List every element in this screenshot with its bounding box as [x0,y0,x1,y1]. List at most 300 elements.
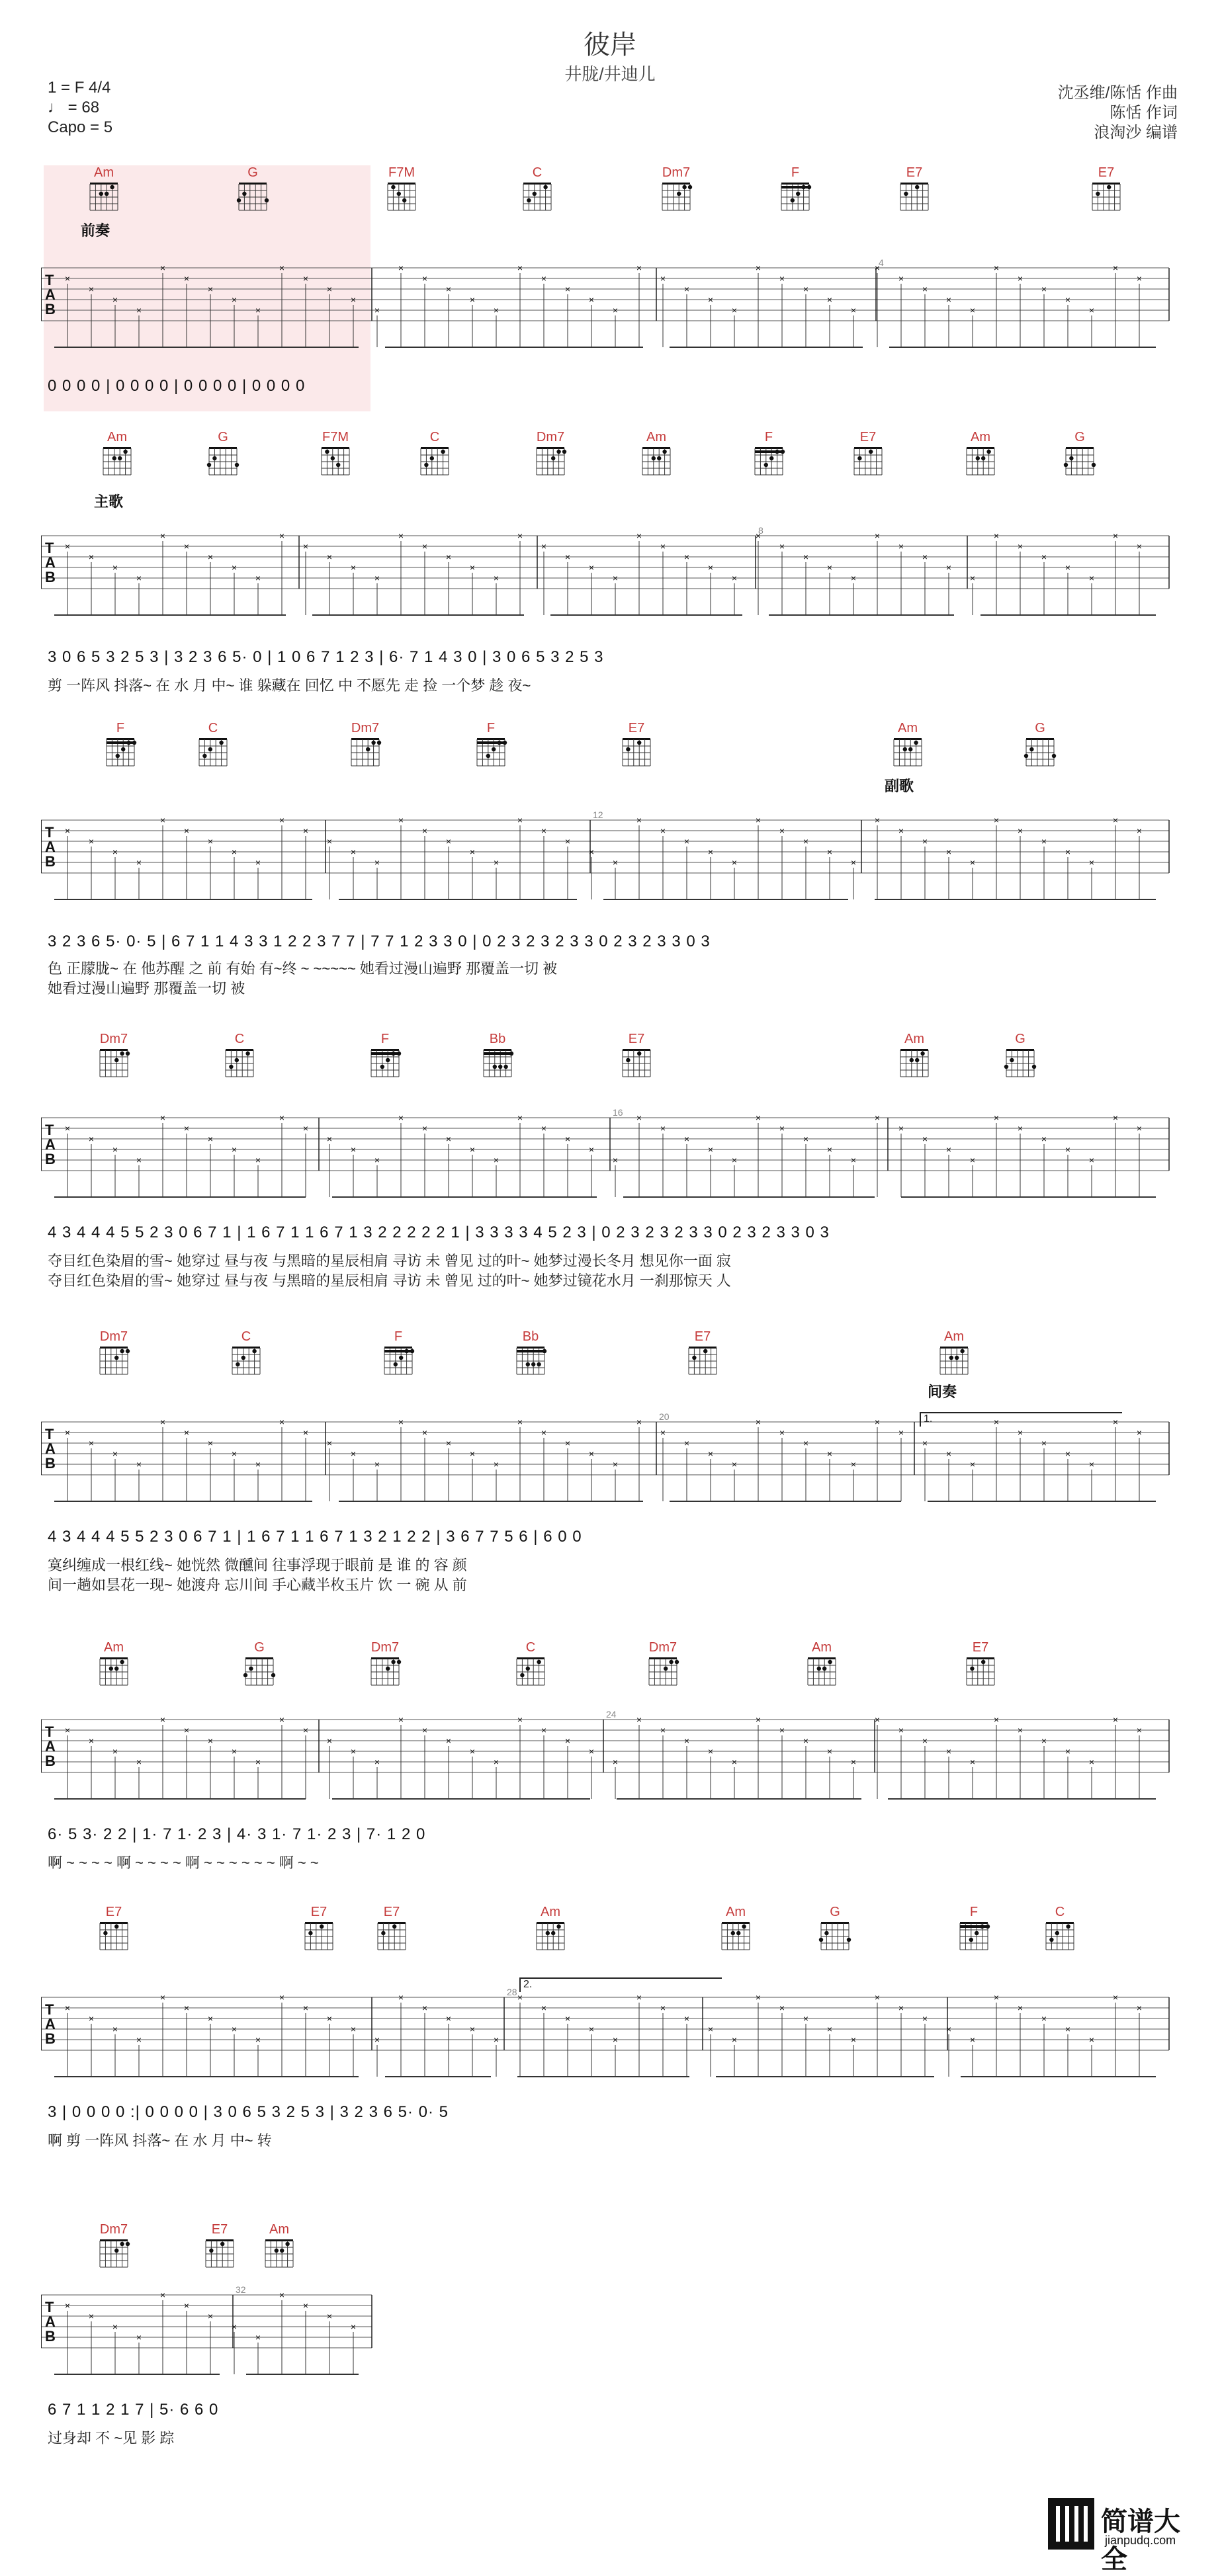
chord-name: E7 [628,1032,645,1046]
svg-text:×: × [1065,294,1071,305]
chord-diagram [511,430,590,476]
svg-text:×: × [945,1746,952,1757]
chord-name: Am [104,1640,124,1655]
svg-text:×: × [255,2034,261,2045]
svg-text:×: × [1112,530,1119,541]
svg-text:×: × [612,1155,619,1165]
svg-text:×: × [88,284,95,294]
svg-text:×: × [64,273,71,284]
chord-name: E7 [972,1640,989,1655]
svg-text:×: × [993,815,1000,825]
chord-diagram [491,1640,570,1686]
svg-text:×: × [136,305,142,315]
tab-letter: A [45,1738,56,1755]
svg-text:×: × [564,2013,571,2024]
chord-diagram [868,721,947,767]
svg-text:×: × [660,1427,666,1438]
svg-text:×: × [945,847,952,857]
svg-text:×: × [850,857,857,868]
svg-text:×: × [445,552,452,562]
svg-text:×: × [969,1459,976,1470]
svg-text:×: × [1065,562,1071,573]
chord-diagram [240,2222,319,2268]
svg-text:×: × [231,1746,238,1757]
svg-text:×: × [493,2034,500,2045]
svg-text:×: × [541,2003,547,2013]
svg-text:×: × [302,1427,309,1438]
chord-name: Dm7 [536,430,565,444]
chord-diagram [597,721,676,767]
svg-text:×: × [636,815,642,825]
svg-text:×: × [612,305,619,315]
svg-text:×: × [588,1746,595,1757]
svg-text:×: × [1088,573,1095,583]
tempo: ♩ = 68 [48,99,100,116]
svg-text:×: × [302,2300,309,2311]
chord-name: G [1035,721,1045,735]
jianpu-line: 3 | 0 0 0 0 :| 0 0 0 0 | 3 0 6 5 3 2 5 3 | 3 2 3 6 5· 0· 5 [48,2103,449,2121]
tab-clef [45,825,56,869]
chord-name: C [1055,1905,1065,1919]
chord-name: Dm7 [99,1032,128,1046]
svg-text:×: × [517,1417,523,1427]
svg-text:×: × [1017,541,1024,552]
svg-text:×: × [302,825,309,836]
svg-text:×: × [755,1714,762,1725]
svg-text:×: × [779,2003,785,2013]
svg-text:×: × [922,836,928,847]
svg-text:×: × [779,1427,785,1438]
score-system [41,721,1178,999]
section-label: 间奏 [928,1384,957,1400]
tab-staff [41,1991,1178,2083]
svg-text:×: × [1136,273,1143,284]
svg-text:×: × [1065,1448,1071,1459]
svg-text:×: × [231,294,238,305]
svg-text:×: × [564,836,571,847]
svg-text:×: × [183,2003,190,2013]
svg-text:×: × [517,1112,523,1123]
svg-text:×: × [564,1735,571,1746]
chord-diagram [279,1905,359,1951]
chord-diagram [458,1032,537,1078]
svg-text:×: × [1136,2003,1143,2013]
tab-letter: B [45,301,56,317]
svg-text:×: × [683,552,690,562]
svg-text:×: × [136,1155,142,1165]
svg-text:×: × [945,1448,952,1459]
chord-name: Am [898,721,918,735]
svg-text:×: × [993,1112,1000,1123]
score-system [41,2222,1178,2500]
chord-name: Am [812,1640,832,1655]
svg-text:×: × [874,815,881,825]
tab-staff [41,2288,1178,2381]
svg-text:×: × [159,815,166,825]
chord-diagram [696,1905,775,1951]
svg-text:×: × [803,1134,809,1144]
svg-text:×: × [707,294,714,305]
section-label: 前奏 [81,222,110,239]
chord-diagram [875,165,954,212]
svg-text:×: × [136,2332,142,2343]
tab-staff [41,1713,1178,1806]
svg-text:×: × [612,2034,619,2045]
svg-text:×: × [588,294,595,305]
score-system [41,165,1178,443]
svg-text:×: × [945,562,952,573]
lyrics-line-1: 过身却 不 ~见 影 踪 [48,2430,175,2446]
svg-text:×: × [279,1992,285,2003]
svg-text:×: × [779,1123,785,1134]
logo-text: 简谱大全 [1101,2507,1180,2574]
svg-text:×: × [302,2003,309,2013]
svg-text:×: × [945,1144,952,1155]
svg-text:×: × [636,263,642,273]
chord-name: E7 [1098,165,1115,180]
tab-clef [45,541,56,585]
svg-text:×: × [350,847,357,857]
chord-diagram [756,165,835,212]
chord-name: F [116,721,125,735]
svg-text:×: × [660,273,666,284]
svg-text:×: × [398,1992,404,2003]
lyrics-line-1: 夺目红色染眉的雪~ 她穿过 昼与夜 与黑暗的星辰相肩 寻访 未 曾见 过的叶~ 她梦过漫长冬月 想见你一面 寂 [48,1253,731,1269]
svg-text:×: × [755,815,762,825]
svg-text:×: × [88,836,95,847]
svg-text:×: × [88,2013,95,2024]
svg-text:×: × [993,1417,1000,1427]
svg-text:×: × [207,1438,214,1448]
chord-name: Am [904,1032,924,1046]
tab-clef [45,2003,56,2046]
svg-text:×: × [255,857,261,868]
tab-letter: B [45,1753,56,1769]
svg-text:×: × [898,273,904,284]
credits [1058,83,1178,143]
chord-name: E7 [310,1905,327,1919]
svg-text:×: × [541,825,547,836]
svg-text:×: × [898,2003,904,2013]
svg-text:×: × [731,1459,738,1470]
chord-diagram [206,1329,286,1376]
chord-name: Am [944,1329,964,1344]
svg-text:×: × [993,530,1000,541]
tab-letter: T [45,1122,54,1138]
svg-text:×: × [279,1417,285,1427]
chord-diagram [74,2222,153,2268]
svg-text:×: × [64,1725,71,1735]
svg-text:×: × [469,294,476,305]
chord-diagram [352,1905,431,1951]
svg-text:×: × [1112,815,1119,825]
svg-text:×: × [1065,1144,1071,1155]
chord-name: G [218,430,228,444]
chord-diagram [64,165,144,212]
svg-text:×: × [898,541,904,552]
chord-name: G [1015,1032,1025,1046]
svg-text:×: × [159,530,166,541]
svg-text:×: × [707,1144,714,1155]
chord-diagram [74,1032,153,1078]
chord-name: C [525,1640,536,1655]
tab-letter: A [45,554,56,571]
tab-letter: A [45,1440,56,1457]
svg-text:×: × [803,1438,809,1448]
svg-text:×: × [541,541,547,552]
chord-diagram [828,430,908,476]
svg-text:×: × [421,541,428,552]
svg-text:×: × [969,857,976,868]
svg-text:×: × [564,1134,571,1144]
chord-diagram [77,430,157,476]
chord-name: Am [971,430,990,444]
svg-text:×: × [564,284,571,294]
svg-text:×: × [136,2034,142,2045]
song-title: 彼岸 [584,30,636,60]
svg-text:×: × [445,1134,452,1144]
svg-text:×: × [469,2024,476,2034]
tab-letter: B [45,1151,56,1167]
measure-number: 28 [507,1987,517,1997]
svg-text:×: × [350,294,357,305]
jianpu-line: 3 0 6 5 3 2 5 3 | 3 2 3 6 5· 0 | 1 0 6 7 1 2 3 | 6· 7 1 4 3 0 | 3 0 6 5 3 2 5 3 [48,648,604,666]
svg-text:×: × [588,1144,595,1155]
svg-text:×: × [207,552,214,562]
svg-text:×: × [279,530,285,541]
svg-text:×: × [683,1735,690,1746]
chord-name: Dm7 [351,721,380,735]
svg-text:×: × [1136,1427,1143,1438]
svg-text:×: × [898,1725,904,1735]
score-system [41,1640,1178,1918]
svg-text:×: × [850,1459,857,1470]
svg-text:×: × [398,1112,404,1123]
svg-text:×: × [1112,1714,1119,1725]
chord-name: Dm7 [99,1329,128,1344]
svg-text:×: × [517,1992,523,2003]
svg-text:×: × [398,1714,404,1725]
svg-text:×: × [660,825,666,836]
tab-clef [45,1725,56,1768]
chord-diagram [173,721,253,767]
svg-text:×: × [302,541,309,552]
chord-name: Bb [489,1032,506,1046]
tab-letter: A [45,2016,56,2032]
tab-clef [45,1427,56,1471]
tab-letter: T [45,540,54,556]
svg-text:×: × [279,1714,285,1725]
svg-text:×: × [1041,552,1047,562]
svg-text:×: × [112,562,118,573]
svg-text:×: × [922,1134,928,1144]
svg-text:×: × [421,1427,428,1438]
chord-diagram [623,1640,703,1686]
svg-text:×: × [707,2024,714,2034]
svg-text:×: × [922,2013,928,2024]
svg-text:×: × [826,562,833,573]
chord-diagram [914,1329,994,1376]
svg-text:×: × [64,825,71,836]
svg-text:×: × [421,1123,428,1134]
tab-letter: B [45,2030,56,2047]
chord-name: C [208,721,218,735]
svg-text:×: × [636,1714,642,1725]
svg-text:×: × [279,2290,285,2300]
svg-text:×: × [541,1725,547,1735]
measure-number: 24 [606,1709,617,1720]
chord-name: E7 [628,721,645,735]
lyrics-line-1: 寞纠缠成一根红线~ 她恍然 微醺间 往事浮现于眼前 是 谁 的 容 颜 [48,1557,467,1573]
svg-text:×: × [683,1438,690,1448]
svg-text:×: × [707,562,714,573]
tab-letter: A [45,2313,56,2330]
section-label: 主歌 [94,493,124,510]
svg-text:×: × [969,305,976,315]
chord-diagram [326,721,405,767]
jianpu-line: 0 0 0 0 | 0 0 0 0 | 0 0 0 0 | 0 0 0 0 [48,377,306,395]
volta-bracket: 1. [920,1412,1122,1427]
chord-name: Dm7 [99,2222,128,2237]
svg-text:×: × [207,836,214,847]
svg-text:×: × [517,530,523,541]
svg-text:×: × [183,273,190,284]
chord-name: Dm7 [648,1640,677,1655]
chord-diagram [597,1032,676,1078]
svg-text:×: × [707,847,714,857]
chord-diagram [491,1329,570,1376]
lyrics-line-1: 色 正朦胧~ 在 他苏醒 之 前 有始 有~终 ~ ~~~~~ 她看过漫山遍野 那覆盖一切 被 [48,960,558,977]
chord-diagram [200,1032,279,1078]
svg-text:×: × [374,1155,380,1165]
chord-name: Am [94,165,114,180]
svg-text:×: × [731,857,738,868]
chord-name: E7 [383,1905,400,1919]
svg-text:×: × [1088,857,1095,868]
svg-text:×: × [898,825,904,836]
chord-name: F [380,1032,390,1046]
svg-text:×: × [445,2013,452,2024]
tab-letter: B [45,2328,56,2345]
svg-text:×: × [1017,1123,1024,1134]
capo: Capo = 5 [48,118,113,136]
chord-name: Am [269,2222,289,2237]
measure-number: 12 [593,810,603,820]
svg-text:×: × [207,1735,214,1746]
chord-name: F [791,165,800,180]
tab-letter: T [45,824,54,841]
svg-text:×: × [374,2034,380,2045]
svg-text:×: × [731,1155,738,1165]
svg-text:×: × [207,2013,214,2024]
measure-number: 20 [659,1411,670,1422]
svg-text:×: × [88,1134,95,1144]
svg-text:×: × [183,825,190,836]
chord-name: G [254,1640,265,1655]
svg-text:×: × [421,2003,428,2013]
svg-text:×: × [207,284,214,294]
chord-name: F [486,721,496,735]
svg-text:×: × [826,847,833,857]
svg-text:×: × [326,2311,333,2321]
svg-text:×: × [207,1134,214,1144]
chord-name: E7 [105,1905,122,1919]
chord-diagram [345,1032,425,1078]
svg-text:×: × [398,530,404,541]
chord-name: Am [646,430,666,444]
chord-diagram [1040,430,1119,476]
jianpu-line: 4 3 4 4 4 5 5 2 3 0 6 7 1 | 1 6 7 1 1 6 7 1 3 2 1 2 2 | 3 6 7 7 5 6 | 6 0 0 [48,1528,582,1546]
svg-text:×: × [326,1134,333,1144]
svg-text:×: × [136,1757,142,1767]
tab-letter: B [45,569,56,585]
svg-text:×: × [374,305,380,315]
svg-text:×: × [136,1459,142,1470]
svg-text:×: × [64,2003,71,2013]
svg-text:×: × [993,1992,1000,2003]
jianpu-line: 4 3 4 4 4 5 5 2 3 0 6 7 1 | 1 6 7 1 1 6 7 1 3 2 2 2 2 2 1 | 3 3 3 3 4 5 2 3 | 0 2 3 2 3 2 3 3 0 2 3 2 3 3 0 3 [48,1224,830,1241]
svg-text:×: × [683,836,690,847]
svg-text:×: × [231,1448,238,1459]
svg-text:×: × [255,1757,261,1767]
svg-text:×: × [898,1427,904,1438]
svg-text:×: × [588,1448,595,1459]
svg-text:×: × [731,1757,738,1767]
chord-name: Am [541,1905,560,1919]
chord-diagram [875,1032,954,1078]
chord-name: C [234,1032,245,1046]
svg-text:×: × [779,825,785,836]
chord-diagram [183,430,263,476]
svg-text:×: × [683,2013,690,2024]
logo-icon [1048,2498,1094,2550]
svg-text:×: × [850,573,857,583]
svg-text:×: × [1041,836,1047,847]
tab-clef [45,1123,56,1167]
svg-text:×: × [874,263,881,273]
svg-text:×: × [922,1735,928,1746]
svg-text:×: × [541,1427,547,1438]
chord-diagram [359,1329,438,1376]
svg-text:×: × [326,1438,333,1448]
svg-text:×: × [302,1123,309,1134]
score-system [41,1032,1178,1309]
svg-text:×: × [1017,273,1024,284]
lyrics-line-2: 间一趟如昙花一现~ 她渡舟 忘川间 手心藏半枚玉片 饮 一 碗 从 前 [48,1577,467,1593]
tab-letter: T [45,1426,54,1442]
svg-text:×: × [159,1417,166,1427]
svg-text:×: × [850,305,857,315]
chord-name: C [429,430,440,444]
svg-text:×: × [1112,1417,1119,1427]
svg-text:×: × [826,294,833,305]
measure-number: 4 [879,257,884,268]
svg-text:×: × [374,1757,380,1767]
chord-diagram [511,1905,590,1951]
score-system [41,430,1178,708]
svg-text:×: × [1088,2034,1095,2045]
svg-text:×: × [660,1123,666,1134]
chord-diagram [345,1640,425,1686]
svg-text:×: × [826,1448,833,1459]
tab-staff [41,1111,1178,1204]
tab-letter: B [45,1455,56,1472]
svg-text:×: × [636,530,642,541]
svg-text:×: × [612,573,619,583]
svg-text:×: × [874,530,881,541]
svg-text:×: × [969,573,976,583]
svg-text:×: × [517,1714,523,1725]
